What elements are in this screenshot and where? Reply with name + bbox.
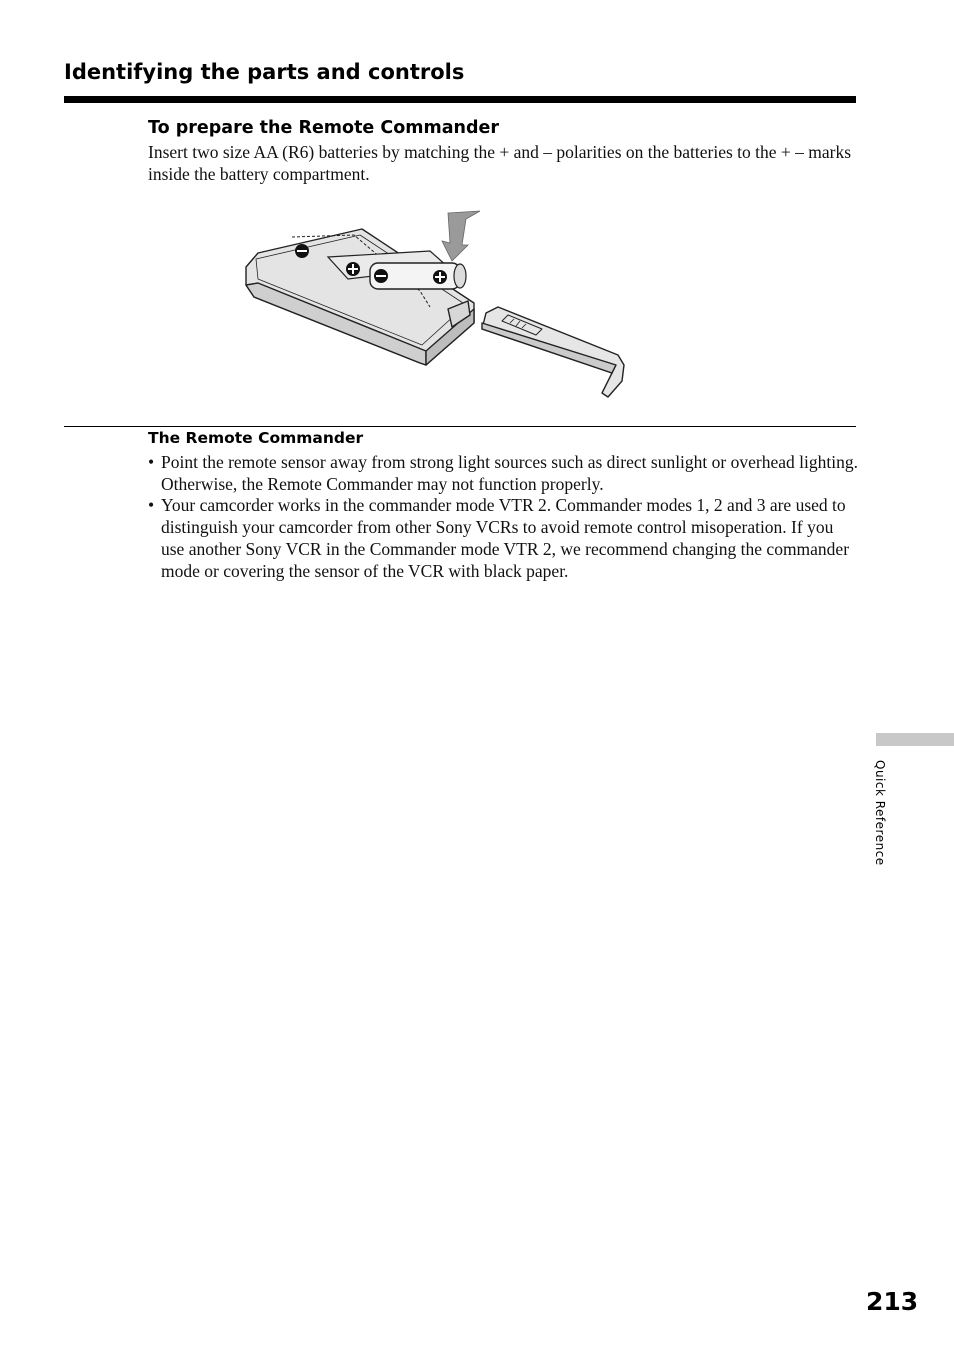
battery-lid-icon: [482, 307, 624, 397]
heading-rule: [64, 96, 856, 103]
page-number: 213: [866, 1287, 919, 1316]
section-divider: [64, 426, 856, 427]
note-item: • Point the remote sensor away from strong light sources such as direct sunlight or overhead lighting. Otherwise, the Remote Commander may not function properly.: [148, 452, 858, 495]
notes-heading: The Remote Commander: [148, 429, 364, 447]
battery-instructions: Insert two size AA (R6) batteries by matching the + and – polarities on the batteries to the + – marks inside the battery compartment.: [148, 142, 852, 184]
note-item: • Your camcorder works in the commander mode VTR 2. Commander modes 1, 2 and 3 are used to distinguish your camcorder from other Sony VCRs to avoid remote control misoperation. If you use another Sony VCR in the Commander mode VTR 2, we recommend changing the commander mode or covering the sensor of the VCR with black paper.: [148, 495, 858, 582]
remote-commander-body: [246, 229, 474, 365]
page-title: Identifying the parts and controls: [64, 60, 465, 84]
minus-mark-icon: [295, 244, 309, 258]
battery-insertion-illustration: [230, 205, 640, 405]
down-arrow-icon: [442, 211, 480, 261]
section-heading: To prepare the Remote Commander: [148, 118, 500, 138]
section-tab-marker: [876, 733, 954, 746]
battery-upper-icon: [370, 263, 466, 289]
notes-list: [148, 452, 858, 582]
section-tab-label: Quick Reference: [873, 760, 887, 866]
